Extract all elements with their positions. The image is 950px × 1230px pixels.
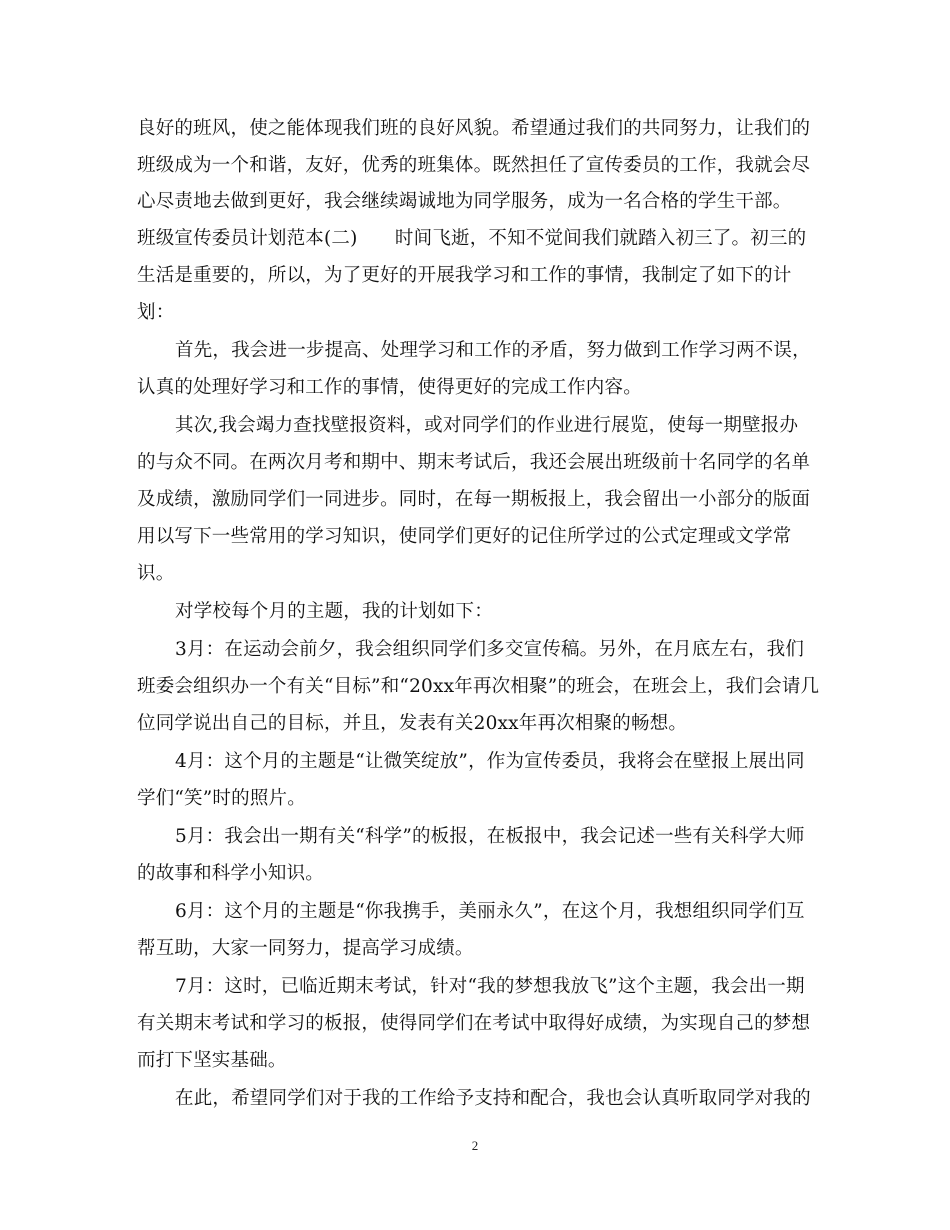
text-line: 生活是重要的，所以，为了更好的开展我学习和工作的事情，我制定了如下的计 (137, 265, 792, 286)
text-line: 其次,我会竭力查找壁报资料，或对同学们的作业进行展览，使每一期壁报办 (175, 415, 799, 436)
text-line: 首先，我会进一步提高、处理学习和工作的矛盾，努力做到工作学习两不误， (175, 340, 811, 361)
text-line: 及成绩，激励同学们一同进步。同时，在每一期板报上，我会留出一小部分的版面 (137, 489, 811, 510)
text-line: 认真的处理好学习和工作的事情，使得更好的完成工作内容。 (137, 377, 642, 398)
text-line: 的故事和科学小知识。 (137, 863, 325, 884)
text-line: 用以写下一些常用的学习知识，使同学们更好的记住所学过的公式定理或文学常 (137, 526, 792, 547)
text-line: 7月：这时，已临近期末考试，针对“我的梦想我放飞”这个主题，我会出一期 (175, 976, 805, 997)
text-line: 有关期末考试和学习的板报，使得同学们在考试中取得好成绩，为实现自己的梦想 (137, 1013, 811, 1034)
text-line: 心尽责地去做到更好，我会继续竭诚地为同学服务，成为一名合格的学生干部。 (137, 191, 792, 212)
text-line: 良好的班风，使之能体现我们班的良好风貌。希望通过我们的共同努力，让我们的 (137, 118, 811, 139)
text-line: 在此，希望同学们对于我的工作给予支持和配合，我也会认真听取同学对我的 (175, 1088, 811, 1109)
text-line: 学们“笑”时的照片。 (137, 788, 306, 809)
text-line: 位同学说出自己的目标，并且，发表有关20xx年再次相聚的畅想。 (137, 713, 688, 734)
page-number: 2 (471, 1138, 479, 1153)
text-line: 3月：在运动会前夕，我会组织同学们多交宣传稿。另外，在月底左右，我们 (175, 639, 805, 660)
text-line: 帮互助，大家一同努力，提高学习成绩。 (137, 938, 474, 959)
text-line: 识。 (137, 563, 175, 584)
text-line: 划： (137, 302, 175, 323)
text-line: 6月：这个月的主题是“你我携手，美丽永久”，在这个月，我想组织同学们互 (175, 901, 805, 922)
text-line: 对学校每个月的主题，我的计划如下： (175, 601, 493, 622)
text-line: 4月：这个月的主题是“让微笑绽放”，作为宣传委员，我将会在壁报上展出同 (175, 751, 805, 772)
text-line: 的与众不同。在两次月考和期中、期末考试后，我还会展出班级前十名同学的名单 (137, 452, 811, 473)
text-line: 而打下坚实基础。 (137, 1050, 287, 1071)
text-line: 5月：我会出一期有关“科学”的板报，在板报中，我会记述一些有关科学大师 (175, 826, 805, 847)
text-line: 班级宣传委员计划范本(二) 时间飞逝，不知不觉间我们就踏入初三了。初三的 (137, 228, 807, 249)
text-line: 班委会组织办一个有关“目标”和“20xx年再次相聚”的班会，在班会上，我们会请几 (137, 676, 820, 697)
text-line: 班级成为一个和谐，友好，优秀的班集体。既然担任了宣传委员的工作，我就会尽 (137, 155, 811, 176)
